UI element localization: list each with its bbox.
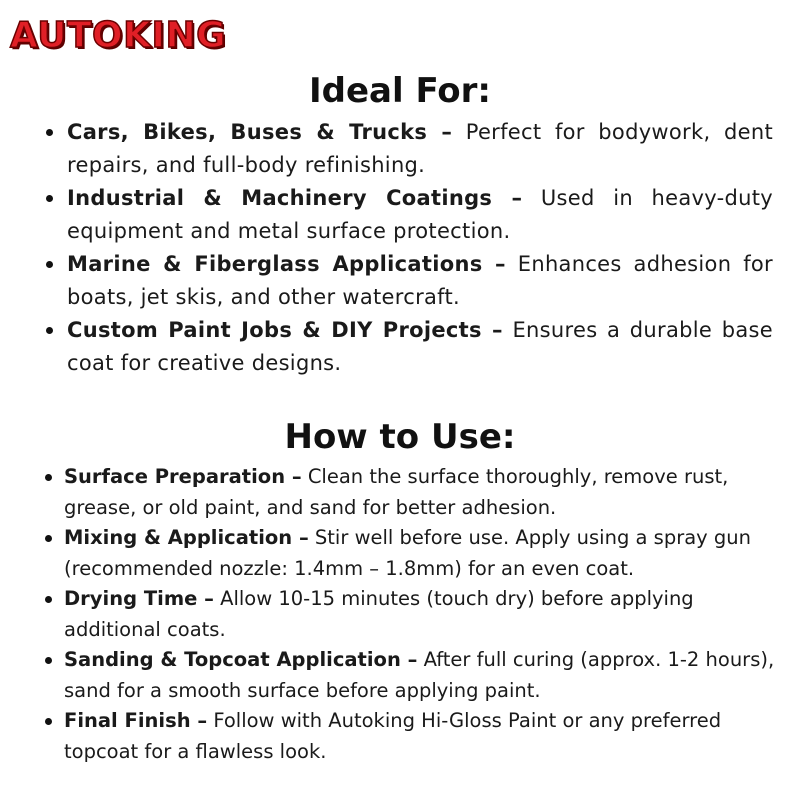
list-item [67,116,773,182]
item-description: Perfect for bodywork, dent repairs, and full-body refinishing. [67,120,773,177]
how-to-use-heading: How to Use: [284,417,516,457]
item-description: Enhances adhesion for boats, jet skis, and other watercraft. [67,252,773,309]
item-term: Drying Time – [64,587,214,610]
list-item [64,584,780,645]
how-to-use-list [64,462,780,767]
item-description: Ensures a durable base coat for creative designs. [67,318,773,375]
item-description: Allow 10-15 minutes (touch dry) before applying additional coats. [64,587,694,641]
list-item [64,462,780,523]
list-item [64,523,780,584]
item-term: Marine & Fiberglass Applications – [67,252,506,276]
item-description: Stir well before use. Apply using a spray gun (recommended nozzle: 1.4mm – 1.8mm) for an even coat. [64,526,752,580]
item-description: Follow with Autoking Hi-Gloss Paint or any preferred topcoat for a flawless look. [64,709,722,763]
list-item [64,645,780,706]
item-description: Clean the surface thoroughly, remove rust, grease, or old paint, and sand for better adhesion. [64,465,729,519]
item-term: Custom Paint Jobs & DIY Projects – [67,318,503,342]
item-term: Mixing & Application – [64,526,309,549]
item-description: After full curing (approx. 1-2 hours), sand for a smooth surface before applying paint. [64,648,775,702]
list-item [67,182,773,248]
item-term: Final Finish – [64,709,208,732]
ideal-for-list [67,116,773,380]
list-item [67,314,773,380]
item-term: Sanding & Topcoat Application – [64,648,418,671]
item-term: Industrial & Machinery Coatings – [67,186,523,210]
list-item [67,248,773,314]
item-description: Used in heavy-duty equipment and metal surface protection. [67,186,773,243]
ideal-for-heading: Ideal For: [308,71,492,111]
list-item [64,706,780,767]
item-term: Surface Preparation – [64,465,302,488]
item-term: Cars, Bikes, Buses & Trucks – [67,120,453,144]
autoking-logo: AUTOKING [10,15,227,56]
